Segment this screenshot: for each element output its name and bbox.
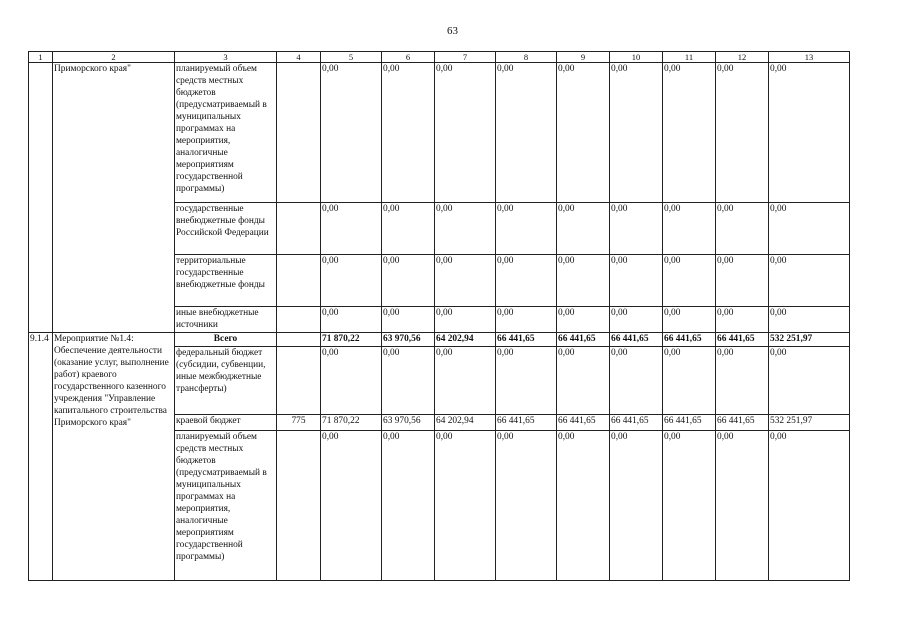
funding-source-cell: планируемый объем средств местных бюджетов (предусматриваемый в муниципальных программах на мероприятия, аналогичные мероприятиям государственной программы) xyxy=(175,63,277,203)
value-cell: 0,00 xyxy=(663,255,716,307)
value-cell: 66 441,65 xyxy=(663,333,716,347)
funding-source-cell: краевой бюджет xyxy=(175,415,277,431)
value-cell: 66 441,65 xyxy=(610,415,663,431)
page-number: 63 xyxy=(447,25,458,37)
code-cell xyxy=(277,431,321,581)
value-cell: 0,00 xyxy=(321,255,382,307)
value-cell: 0,00 xyxy=(557,347,610,415)
col-header: 9 xyxy=(557,52,610,63)
value-cell: 0,00 xyxy=(663,307,716,333)
value-cell: 0,00 xyxy=(435,255,496,307)
code-cell xyxy=(277,333,321,347)
funding-source-cell: Всего xyxy=(175,333,277,347)
value-cell: 66 441,65 xyxy=(496,333,557,347)
table-row xyxy=(29,63,850,203)
value-cell: 0,00 xyxy=(610,347,663,415)
value-cell: 0,00 xyxy=(435,431,496,581)
code-cell xyxy=(277,63,321,203)
value-cell: 0,00 xyxy=(716,431,769,581)
value-cell: 0,00 xyxy=(496,347,557,415)
value-cell: 64 202,94 xyxy=(435,415,496,431)
value-cell: 64 202,94 xyxy=(435,333,496,347)
funding-source-cell: государственные внебюджетные фонды Российской Федерации xyxy=(175,203,277,255)
value-cell: 0,00 xyxy=(435,63,496,203)
value-cell: 0,00 xyxy=(321,203,382,255)
value-cell: 0,00 xyxy=(435,307,496,333)
value-cell: 0,00 xyxy=(769,203,850,255)
value-cell: 66 441,65 xyxy=(557,333,610,347)
value-cell: 66 441,65 xyxy=(557,415,610,431)
item-name-cell: Приморского края" xyxy=(53,63,175,333)
value-cell: 0,00 xyxy=(716,203,769,255)
funding-source-cell: федеральный бюджет (субсидии, субвенции, иные межбюджетные трансферты) xyxy=(175,347,277,415)
value-cell: 0,00 xyxy=(610,431,663,581)
value-cell: 0,00 xyxy=(769,255,850,307)
value-cell: 63 970,56 xyxy=(382,333,435,347)
value-cell: 0,00 xyxy=(716,255,769,307)
value-cell: 0,00 xyxy=(321,347,382,415)
value-cell: 0,00 xyxy=(382,431,435,581)
value-cell: 0,00 xyxy=(610,203,663,255)
col-header: 1 xyxy=(29,52,53,63)
col-header: 13 xyxy=(769,52,850,63)
value-cell: 0,00 xyxy=(769,347,850,415)
value-cell: 0,00 xyxy=(663,63,716,203)
code-cell xyxy=(277,203,321,255)
value-cell: 0,00 xyxy=(557,255,610,307)
code-cell xyxy=(277,347,321,415)
value-cell: 66 441,65 xyxy=(663,415,716,431)
value-cell: 0,00 xyxy=(610,255,663,307)
value-cell: 0,00 xyxy=(382,255,435,307)
budget-table xyxy=(28,51,850,581)
funding-source-cell: иные внебюджетные источники xyxy=(175,307,277,333)
value-cell: 0,00 xyxy=(496,307,557,333)
col-header: 10 xyxy=(610,52,663,63)
value-cell: 0,00 xyxy=(663,431,716,581)
value-cell: 0,00 xyxy=(769,431,850,581)
value-cell: 66 441,65 xyxy=(716,415,769,431)
value-cell: 0,00 xyxy=(382,63,435,203)
column-number-row xyxy=(29,52,850,63)
value-cell: 0,00 xyxy=(557,307,610,333)
col-header: 8 xyxy=(496,52,557,63)
value-cell: 532 251,97 xyxy=(769,415,850,431)
value-cell: 0,00 xyxy=(716,307,769,333)
value-cell: 532 251,97 xyxy=(769,333,850,347)
value-cell: 0,00 xyxy=(496,63,557,203)
value-cell: 63 970,56 xyxy=(382,415,435,431)
value-cell: 0,00 xyxy=(557,431,610,581)
code-cell: 775 xyxy=(277,415,321,431)
value-cell: 0,00 xyxy=(663,203,716,255)
value-cell: 0,00 xyxy=(716,347,769,415)
col-header: 7 xyxy=(435,52,496,63)
value-cell: 0,00 xyxy=(663,347,716,415)
value-cell: 0,00 xyxy=(610,307,663,333)
value-cell: 0,00 xyxy=(321,63,382,203)
item-number-cell xyxy=(29,63,53,333)
value-cell: 0,00 xyxy=(382,347,435,415)
value-cell: 0,00 xyxy=(496,431,557,581)
code-cell xyxy=(277,255,321,307)
value-cell: 0,00 xyxy=(610,63,663,203)
value-cell: 0,00 xyxy=(716,63,769,203)
col-header: 12 xyxy=(716,52,769,63)
value-cell: 0,00 xyxy=(382,203,435,255)
funding-source-cell: планируемый объем средств местных бюджетов (предусматриваемый в муниципальных программах на мероприятия, аналогичные мероприятиям государственной программы) xyxy=(175,431,277,581)
value-cell: 0,00 xyxy=(496,255,557,307)
item-name-cell: Мероприятие №1.4: Обеспечение деятельности (оказание услуг, выполнение работ) краевого государственного казенного учреждения "Управление капитального строительства Приморского края" xyxy=(53,333,175,581)
value-cell: 0,00 xyxy=(435,203,496,255)
funding-source-cell: территориальные государственные внебюджетные фонды xyxy=(175,255,277,307)
value-cell: 71 870,22 xyxy=(321,333,382,347)
value-cell: 0,00 xyxy=(382,307,435,333)
item-number-cell: 9.1.4 xyxy=(29,333,53,581)
col-header: 6 xyxy=(382,52,435,63)
value-cell: 0,00 xyxy=(321,431,382,581)
value-cell: 0,00 xyxy=(557,63,610,203)
value-cell: 66 441,65 xyxy=(716,333,769,347)
value-cell: 0,00 xyxy=(557,203,610,255)
value-cell: 66 441,65 xyxy=(610,333,663,347)
col-header: 11 xyxy=(663,52,716,63)
value-cell: 0,00 xyxy=(321,307,382,333)
value-cell: 0,00 xyxy=(496,203,557,255)
value-cell: 0,00 xyxy=(769,63,850,203)
code-cell xyxy=(277,307,321,333)
value-cell: 71 870,22 xyxy=(321,415,382,431)
col-header: 3 xyxy=(175,52,277,63)
value-cell: 0,00 xyxy=(769,307,850,333)
value-cell: 0,00 xyxy=(435,347,496,415)
col-header: 4 xyxy=(277,52,321,63)
col-header: 2 xyxy=(53,52,175,63)
value-cell: 66 441,65 xyxy=(496,415,557,431)
col-header: 5 xyxy=(321,52,382,63)
table-row xyxy=(29,333,850,347)
